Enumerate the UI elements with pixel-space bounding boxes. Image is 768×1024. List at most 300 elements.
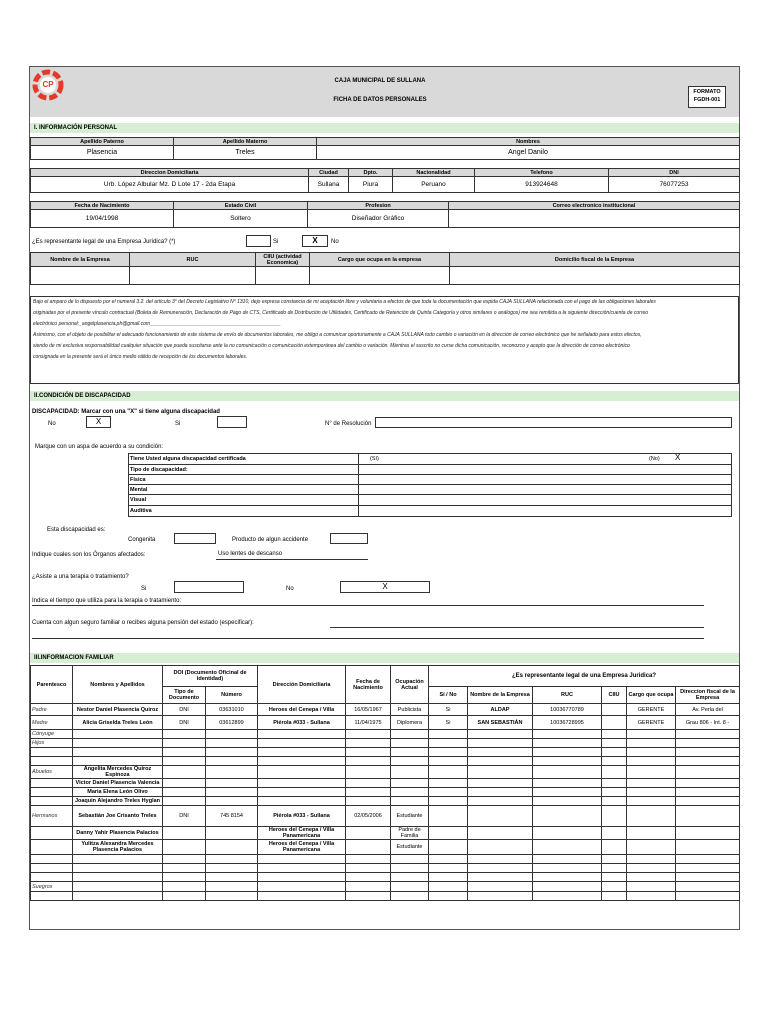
family-fecha[interactable] bbox=[346, 788, 391, 797]
family-numero[interactable] bbox=[206, 739, 258, 748]
family-name[interactable] bbox=[73, 748, 163, 757]
family-ciiu[interactable] bbox=[602, 739, 627, 748]
family-numero[interactable] bbox=[206, 766, 258, 779]
family-ciiu[interactable] bbox=[602, 748, 627, 757]
family-cargo[interactable] bbox=[627, 766, 676, 779]
family-dir-fiscal[interactable] bbox=[676, 855, 740, 864]
family-empresa[interactable] bbox=[468, 748, 533, 757]
family-numero[interactable]: 745 8154 bbox=[206, 806, 258, 827]
family-ocupacion[interactable] bbox=[391, 730, 429, 739]
family-cargo[interactable]: GERENTE bbox=[627, 704, 676, 716]
estado-civil-field[interactable]: Soltero bbox=[174, 210, 308, 228]
family-empresa[interactable] bbox=[468, 864, 533, 873]
family-cargo[interactable] bbox=[627, 882, 676, 892]
type-auditiva-value[interactable] bbox=[359, 506, 732, 517]
family-dir-fiscal[interactable] bbox=[676, 864, 740, 873]
family-cargo[interactable] bbox=[627, 757, 676, 766]
header-direccion: Direccion Domiciliaria bbox=[31, 169, 309, 177]
family-cargo[interactable] bbox=[627, 892, 676, 901]
family-ocupacion[interactable]: Estudiante bbox=[391, 840, 429, 855]
family-ruc[interactable] bbox=[533, 739, 602, 748]
certified-options[interactable] bbox=[359, 454, 732, 465]
table-row bbox=[31, 704, 740, 716]
family-parentesco: Abuelos bbox=[31, 766, 73, 779]
domicilio-fiscal-field[interactable] bbox=[450, 267, 740, 285]
family-ciiu[interactable] bbox=[602, 864, 627, 873]
family-dir-fiscal[interactable] bbox=[676, 779, 740, 788]
family-empresa[interactable] bbox=[468, 797, 533, 806]
table-row bbox=[31, 892, 740, 901]
family-ocupacion[interactable] bbox=[391, 766, 429, 779]
family-dir-fiscal[interactable] bbox=[676, 748, 740, 757]
family-ciiu[interactable] bbox=[602, 766, 627, 779]
family-fecha[interactable] bbox=[346, 748, 391, 757]
family-numero[interactable] bbox=[206, 730, 258, 739]
profesion-field[interactable]: Diseñador Gráfico bbox=[308, 210, 449, 228]
family-ciiu[interactable] bbox=[602, 704, 627, 716]
family-tipo-doc[interactable] bbox=[163, 892, 206, 901]
therapy-si-label: Si bbox=[141, 586, 147, 592]
family-sino[interactable] bbox=[429, 757, 468, 766]
family-cargo[interactable] bbox=[627, 730, 676, 739]
family-numero[interactable]: 03631010 bbox=[206, 704, 258, 716]
header-ruc: RUC bbox=[130, 253, 256, 267]
rep-no-checkbox[interactable]: X bbox=[302, 235, 328, 247]
family-dir-fiscal[interactable] bbox=[676, 873, 740, 882]
family-fecha[interactable] bbox=[346, 864, 391, 873]
family-empresa[interactable] bbox=[468, 873, 533, 882]
dpto-field[interactable]: Piura bbox=[349, 177, 393, 193]
nombres-field[interactable]: Angel Danilo bbox=[317, 146, 740, 160]
family-tipo-doc[interactable] bbox=[163, 840, 206, 855]
family-tipo-doc[interactable] bbox=[163, 766, 206, 779]
family-ocupacion[interactable]: Estudiante bbox=[391, 806, 429, 827]
tipo-label: Tipo de discapacidad: bbox=[129, 465, 359, 475]
family-tipo-doc[interactable] bbox=[163, 827, 206, 840]
header-parentesco: Parentesco bbox=[31, 666, 73, 704]
family-empresa[interactable] bbox=[468, 855, 533, 864]
therapy-no-checkbox[interactable]: X bbox=[340, 581, 430, 593]
fecha-nac-field[interactable]: 19/04/1998 bbox=[31, 210, 174, 228]
family-direccion[interactable]: Heroes del Cenepa / Villa Panamericana bbox=[258, 827, 346, 840]
family-ciiu[interactable] bbox=[602, 806, 627, 827]
direccion-field[interactable]: Urb. López Albular Mz. D Lote 17 - 2da Etapa bbox=[31, 177, 309, 193]
apellido-paterno-field[interactable]: Plasencia bbox=[31, 146, 174, 160]
family-numero[interactable]: 03612899 bbox=[206, 716, 258, 730]
family-dir-fiscal[interactable]: Grau 806 - Int. 8 - bbox=[676, 716, 740, 730]
family-name[interactable] bbox=[73, 757, 163, 766]
family-ocupacion[interactable] bbox=[391, 864, 429, 873]
empresa-field[interactable] bbox=[31, 267, 130, 285]
family-tipo-doc[interactable]: DNI bbox=[163, 704, 206, 716]
family-direccion[interactable] bbox=[258, 739, 346, 748]
family-numero[interactable] bbox=[206, 840, 258, 855]
family-ocupacion[interactable] bbox=[391, 855, 429, 864]
family-cargo[interactable] bbox=[627, 827, 676, 840]
type-mental-value[interactable] bbox=[359, 485, 732, 495]
family-numero[interactable] bbox=[206, 779, 258, 788]
family-direccion[interactable] bbox=[258, 766, 346, 779]
therapy-si-checkbox[interactable] bbox=[174, 581, 244, 593]
family-ruc[interactable] bbox=[533, 797, 602, 806]
family-name[interactable]: Yulitza Alexandra Mercedes Plasencia Palacios bbox=[73, 840, 163, 855]
family-ruc[interactable] bbox=[533, 873, 602, 882]
family-parentesco bbox=[31, 855, 73, 864]
family-ruc[interactable] bbox=[533, 827, 602, 840]
therapy-time-line[interactable] bbox=[32, 605, 704, 606]
organos-line bbox=[216, 559, 368, 560]
family-tipo-doc[interactable] bbox=[163, 739, 206, 748]
family-fecha[interactable] bbox=[346, 855, 391, 864]
family-ruc[interactable] bbox=[533, 788, 602, 797]
family-parentesco: Hermanos bbox=[31, 806, 73, 827]
family-cargo[interactable] bbox=[627, 739, 676, 748]
insurance-line-1[interactable] bbox=[330, 627, 704, 628]
header-nombre-empresa: Nombre de la Empresa bbox=[31, 253, 130, 267]
family-cargo[interactable] bbox=[627, 873, 676, 882]
family-dir-fiscal[interactable] bbox=[676, 797, 740, 806]
family-direccion[interactable]: Piérola #033 - Sullana bbox=[258, 716, 346, 730]
disability-no-checkbox[interactable]: X bbox=[86, 416, 111, 428]
family-fecha[interactable]: 16/05/1967 bbox=[346, 704, 391, 716]
family-name[interactable]: Angelita Mercedes Quiroz Espinoza bbox=[73, 766, 163, 779]
family-name[interactable] bbox=[73, 739, 163, 748]
family-dir-fiscal[interactable] bbox=[676, 882, 740, 892]
family-sino[interactable] bbox=[429, 788, 468, 797]
family-ruc[interactable] bbox=[533, 840, 602, 855]
family-direccion[interactable] bbox=[258, 864, 346, 873]
apellido-materno-field[interactable]: Treles bbox=[174, 146, 317, 160]
family-direccion[interactable] bbox=[258, 748, 346, 757]
form-header bbox=[30, 67, 739, 117]
header-ciudad: Ciudad bbox=[309, 169, 349, 177]
family-ruc[interactable] bbox=[533, 864, 602, 873]
family-direccion[interactable]: Heroes del Cenepa / Villa Panamericana bbox=[258, 840, 346, 855]
family-sino[interactable] bbox=[429, 730, 468, 739]
family-sino[interactable] bbox=[429, 766, 468, 779]
family-name[interactable] bbox=[73, 855, 163, 864]
family-direccion[interactable]: Heroes del Cenepa / Villa bbox=[258, 704, 346, 716]
family-ocupacion[interactable]: Publicista bbox=[391, 704, 429, 716]
section-family-title: III.INFORMACION FAMILIAR bbox=[30, 653, 739, 663]
format-label: FORMATO bbox=[693, 89, 721, 95]
family-empresa[interactable] bbox=[468, 827, 533, 840]
family-sino[interactable] bbox=[429, 779, 468, 788]
organos-label: Indique cuales son los Órganos afectados: bbox=[32, 552, 146, 558]
family-cargo[interactable] bbox=[627, 779, 676, 788]
family-tipo-doc[interactable] bbox=[163, 730, 206, 739]
family-direccion[interactable] bbox=[258, 757, 346, 766]
header-apellido-materno: Apellido Materno bbox=[174, 138, 317, 146]
organos-value[interactable]: Uso lentes de descanso bbox=[218, 551, 283, 557]
family-parentesco: Madre bbox=[31, 716, 73, 730]
family-empresa[interactable]: SAN SEBASTIÁN bbox=[468, 716, 533, 730]
table-row bbox=[31, 748, 740, 757]
family-empresa[interactable] bbox=[468, 788, 533, 797]
type-mental: Mental bbox=[129, 485, 359, 495]
ciiu-field[interactable] bbox=[256, 267, 310, 285]
family-sino[interactable]: Si bbox=[429, 716, 468, 730]
family-dir-fiscal[interactable] bbox=[676, 766, 740, 779]
family-numero[interactable] bbox=[206, 788, 258, 797]
family-sino[interactable] bbox=[429, 739, 468, 748]
family-dir-fiscal[interactable] bbox=[676, 788, 740, 797]
family-name[interactable]: Maria Elena León Olivo bbox=[73, 788, 163, 797]
family-direccion[interactable] bbox=[258, 882, 346, 892]
family-direccion[interactable] bbox=[258, 797, 346, 806]
family-name[interactable] bbox=[73, 892, 163, 901]
family-numero[interactable] bbox=[206, 864, 258, 873]
family-fecha[interactable] bbox=[346, 892, 391, 901]
header-domicilio-fiscal: Domicilio fiscal de la Empresa bbox=[450, 253, 740, 267]
family-ciiu[interactable] bbox=[602, 730, 627, 739]
family-ocupacion[interactable] bbox=[391, 873, 429, 882]
form-page bbox=[29, 66, 740, 930]
family-sino[interactable] bbox=[429, 892, 468, 901]
table-row bbox=[31, 797, 740, 806]
family-ruc[interactable] bbox=[533, 855, 602, 864]
header-family-ruc: RUC bbox=[533, 687, 602, 704]
family-direccion[interactable] bbox=[258, 873, 346, 882]
family-direccion[interactable] bbox=[258, 730, 346, 739]
family-empresa[interactable] bbox=[468, 779, 533, 788]
header-sino: Sí / No bbox=[429, 687, 468, 704]
congenita-label: Congenita bbox=[128, 537, 156, 543]
family-empresa[interactable] bbox=[468, 892, 533, 901]
type-fisica-value[interactable] bbox=[359, 475, 732, 485]
family-name[interactable] bbox=[73, 730, 163, 739]
family-direccion[interactable]: Piérola #033 - Sullana bbox=[258, 806, 346, 827]
family-fecha[interactable] bbox=[346, 739, 391, 748]
header-doi: DOI (Documento Oficinal de Identidad) bbox=[163, 666, 258, 687]
family-cargo[interactable] bbox=[627, 806, 676, 827]
family-tipo-doc[interactable] bbox=[163, 855, 206, 864]
legal-consent-text bbox=[30, 296, 739, 384]
correo-field[interactable] bbox=[449, 210, 740, 228]
family-ruc[interactable] bbox=[533, 882, 602, 892]
family-fecha[interactable] bbox=[346, 779, 391, 788]
family-sino[interactable] bbox=[429, 873, 468, 882]
family-fecha[interactable] bbox=[346, 757, 391, 766]
family-cargo[interactable] bbox=[627, 840, 676, 855]
family-empresa[interactable] bbox=[468, 757, 533, 766]
family-ocupacion[interactable] bbox=[391, 757, 429, 766]
table-row bbox=[31, 873, 740, 882]
family-sino[interactable]: Si bbox=[429, 704, 468, 716]
family-direccion[interactable] bbox=[258, 892, 346, 901]
family-empresa[interactable]: ALDAP bbox=[468, 704, 533, 716]
header-apellido-paterno: Apellido Paterno bbox=[31, 138, 174, 146]
family-dir-fiscal[interactable] bbox=[676, 730, 740, 739]
family-ruc[interactable] bbox=[533, 806, 602, 827]
header-family-rep: ¿Es representante legal de una Empresa Juridica? bbox=[429, 666, 740, 687]
family-fecha[interactable] bbox=[346, 827, 391, 840]
family-name[interactable]: Joaquin Alejandro Treles Hyglan bbox=[73, 797, 163, 806]
family-name[interactable] bbox=[73, 864, 163, 873]
family-ciiu[interactable] bbox=[602, 757, 627, 766]
ruc-field[interactable] bbox=[130, 267, 256, 285]
family-ruc[interactable] bbox=[533, 730, 602, 739]
family-numero[interactable] bbox=[206, 748, 258, 757]
family-empresa[interactable] bbox=[468, 882, 533, 892]
family-numero[interactable] bbox=[206, 797, 258, 806]
caja-logo bbox=[32, 69, 64, 101]
family-sino[interactable] bbox=[429, 827, 468, 840]
family-ocupacion[interactable] bbox=[391, 779, 429, 788]
family-ocupacion[interactable] bbox=[391, 882, 429, 892]
family-name[interactable]: Victor Daniel Plasencia Valencia bbox=[73, 779, 163, 788]
disability-si-checkbox[interactable] bbox=[217, 416, 247, 428]
family-ocupacion[interactable] bbox=[391, 748, 429, 757]
family-parentesco bbox=[31, 797, 73, 806]
family-dir-fiscal[interactable] bbox=[676, 757, 740, 766]
family-direccion[interactable] bbox=[258, 788, 346, 797]
family-ruc[interactable] bbox=[533, 748, 602, 757]
ciudad-field[interactable]: Sullana bbox=[309, 177, 349, 193]
family-tipo-doc[interactable] bbox=[163, 864, 206, 873]
family-cargo[interactable] bbox=[627, 797, 676, 806]
accidente-checkbox[interactable] bbox=[330, 533, 368, 544]
family-cargo[interactable]: GERENTE bbox=[627, 716, 676, 730]
insurance-line-2[interactable] bbox=[32, 638, 704, 639]
family-sino[interactable] bbox=[429, 748, 468, 757]
acquired-label: Esta discapacidad es: bbox=[47, 527, 106, 533]
congenita-checkbox[interactable] bbox=[174, 533, 216, 544]
family-ciiu[interactable] bbox=[602, 827, 627, 840]
family-sino[interactable] bbox=[429, 806, 468, 827]
tipo-value[interactable] bbox=[359, 465, 732, 475]
family-sino[interactable] bbox=[429, 797, 468, 806]
family-fecha[interactable]: 11/04/1975 bbox=[346, 716, 391, 730]
family-ocupacion[interactable] bbox=[391, 892, 429, 901]
family-ocupacion[interactable] bbox=[391, 739, 429, 748]
family-ocupacion[interactable]: Padre de Familia bbox=[391, 827, 429, 840]
family-empresa[interactable] bbox=[468, 766, 533, 779]
family-fecha[interactable] bbox=[346, 797, 391, 806]
family-empresa[interactable] bbox=[468, 739, 533, 748]
family-ruc[interactable] bbox=[533, 766, 602, 779]
family-ruc[interactable]: 10036728995 bbox=[533, 716, 602, 730]
family-dir-fiscal[interactable] bbox=[676, 840, 740, 855]
family-fecha[interactable]: 02/05/2006 bbox=[346, 806, 391, 827]
resolucion-field[interactable] bbox=[375, 417, 732, 428]
family-name[interactable]: Danny Yahir Plasencia Palacios bbox=[73, 827, 163, 840]
family-ruc[interactable] bbox=[533, 757, 602, 766]
family-name[interactable]: Sebastián Joe Crisanto Treles bbox=[73, 806, 163, 827]
family-ciiu[interactable] bbox=[602, 873, 627, 882]
family-ciiu[interactable] bbox=[602, 788, 627, 797]
family-ruc[interactable] bbox=[533, 892, 602, 901]
personal-names-table bbox=[30, 137, 740, 160]
family-dir-fiscal[interactable] bbox=[676, 892, 740, 901]
family-numero[interactable] bbox=[206, 873, 258, 882]
family-name[interactable] bbox=[73, 882, 163, 892]
family-ciiu[interactable] bbox=[602, 855, 627, 864]
family-fecha[interactable] bbox=[346, 840, 391, 855]
family-tipo-doc[interactable] bbox=[163, 757, 206, 766]
family-ciiu[interactable] bbox=[602, 892, 627, 901]
disability-no-label: No bbox=[48, 421, 56, 427]
family-empresa[interactable] bbox=[468, 730, 533, 739]
family-tipo-doc[interactable]: DNI bbox=[163, 806, 206, 827]
family-dir-fiscal[interactable] bbox=[676, 739, 740, 748]
family-name[interactable]: Alicia Griselda Treles León bbox=[73, 716, 163, 730]
header-family-ciiu: CIIU bbox=[602, 687, 627, 704]
type-visual-value[interactable] bbox=[359, 495, 732, 506]
family-ruc[interactable] bbox=[533, 779, 602, 788]
family-direccion[interactable] bbox=[258, 855, 346, 864]
family-fecha[interactable] bbox=[346, 766, 391, 779]
family-numero[interactable] bbox=[206, 827, 258, 840]
telefono-field[interactable]: 913924648 bbox=[475, 177, 609, 193]
family-tipo-doc[interactable] bbox=[163, 882, 206, 892]
table-row bbox=[31, 855, 740, 864]
family-ruc[interactable]: 10036770789 bbox=[533, 704, 602, 716]
family-tipo-doc[interactable] bbox=[163, 779, 206, 788]
table-row bbox=[31, 779, 740, 788]
family-sino[interactable] bbox=[429, 864, 468, 873]
family-ciiu[interactable] bbox=[602, 840, 627, 855]
family-tipo-doc[interactable] bbox=[163, 748, 206, 757]
family-ciiu[interactable] bbox=[602, 779, 627, 788]
family-ocupacion[interactable] bbox=[391, 788, 429, 797]
family-dir-fiscal[interactable] bbox=[676, 806, 740, 827]
table-row bbox=[31, 766, 740, 779]
family-numero[interactable] bbox=[206, 757, 258, 766]
family-fecha[interactable] bbox=[346, 873, 391, 882]
family-dir-fiscal[interactable] bbox=[676, 827, 740, 840]
nacionalidad-field[interactable]: Peruano bbox=[393, 177, 475, 193]
family-cargo[interactable] bbox=[627, 788, 676, 797]
family-numero[interactable] bbox=[206, 855, 258, 864]
family-numero[interactable] bbox=[206, 882, 258, 892]
family-direccion[interactable] bbox=[258, 779, 346, 788]
family-fecha[interactable] bbox=[346, 882, 391, 892]
family-tipo-doc[interactable]: DNI bbox=[163, 716, 206, 730]
rep-si-checkbox[interactable] bbox=[246, 235, 271, 247]
family-name[interactable] bbox=[73, 873, 163, 882]
family-empresa[interactable] bbox=[468, 806, 533, 827]
form-title: FICHA DE DATOS PERSONALES bbox=[333, 97, 427, 103]
family-ciiu[interactable] bbox=[602, 716, 627, 730]
family-ciiu[interactable] bbox=[602, 882, 627, 892]
family-tipo-doc[interactable] bbox=[163, 873, 206, 882]
family-tipo-doc[interactable] bbox=[163, 788, 206, 797]
header-family-dir-fiscal: Direccion fiscal de la Empresa bbox=[676, 687, 740, 704]
family-cargo[interactable] bbox=[627, 748, 676, 757]
family-ocupacion[interactable]: Diplomera bbox=[391, 716, 429, 730]
family-fecha[interactable] bbox=[346, 730, 391, 739]
table-row bbox=[31, 827, 740, 840]
cargo-field[interactable] bbox=[310, 267, 450, 285]
family-empresa[interactable] bbox=[468, 840, 533, 855]
family-numero[interactable] bbox=[206, 892, 258, 901]
personal-birth-table bbox=[30, 201, 740, 228]
dni-field[interactable]: 76077253 bbox=[609, 177, 740, 193]
family-parentesco bbox=[31, 840, 73, 855]
family-sino[interactable] bbox=[429, 855, 468, 864]
family-ocupacion[interactable] bbox=[391, 797, 429, 806]
family-cargo[interactable] bbox=[627, 864, 676, 873]
family-sino[interactable] bbox=[429, 882, 468, 892]
family-cargo[interactable] bbox=[627, 855, 676, 864]
family-dir-fiscal[interactable]: Av. Perla del bbox=[676, 704, 740, 716]
family-name[interactable]: Nestor Daniel Plasencia Quiroz bbox=[73, 704, 163, 716]
header-estado-civil: Estado Civil bbox=[174, 202, 308, 210]
family-ciiu[interactable] bbox=[602, 797, 627, 806]
family-tipo-doc[interactable] bbox=[163, 797, 206, 806]
family-sino[interactable] bbox=[429, 840, 468, 855]
